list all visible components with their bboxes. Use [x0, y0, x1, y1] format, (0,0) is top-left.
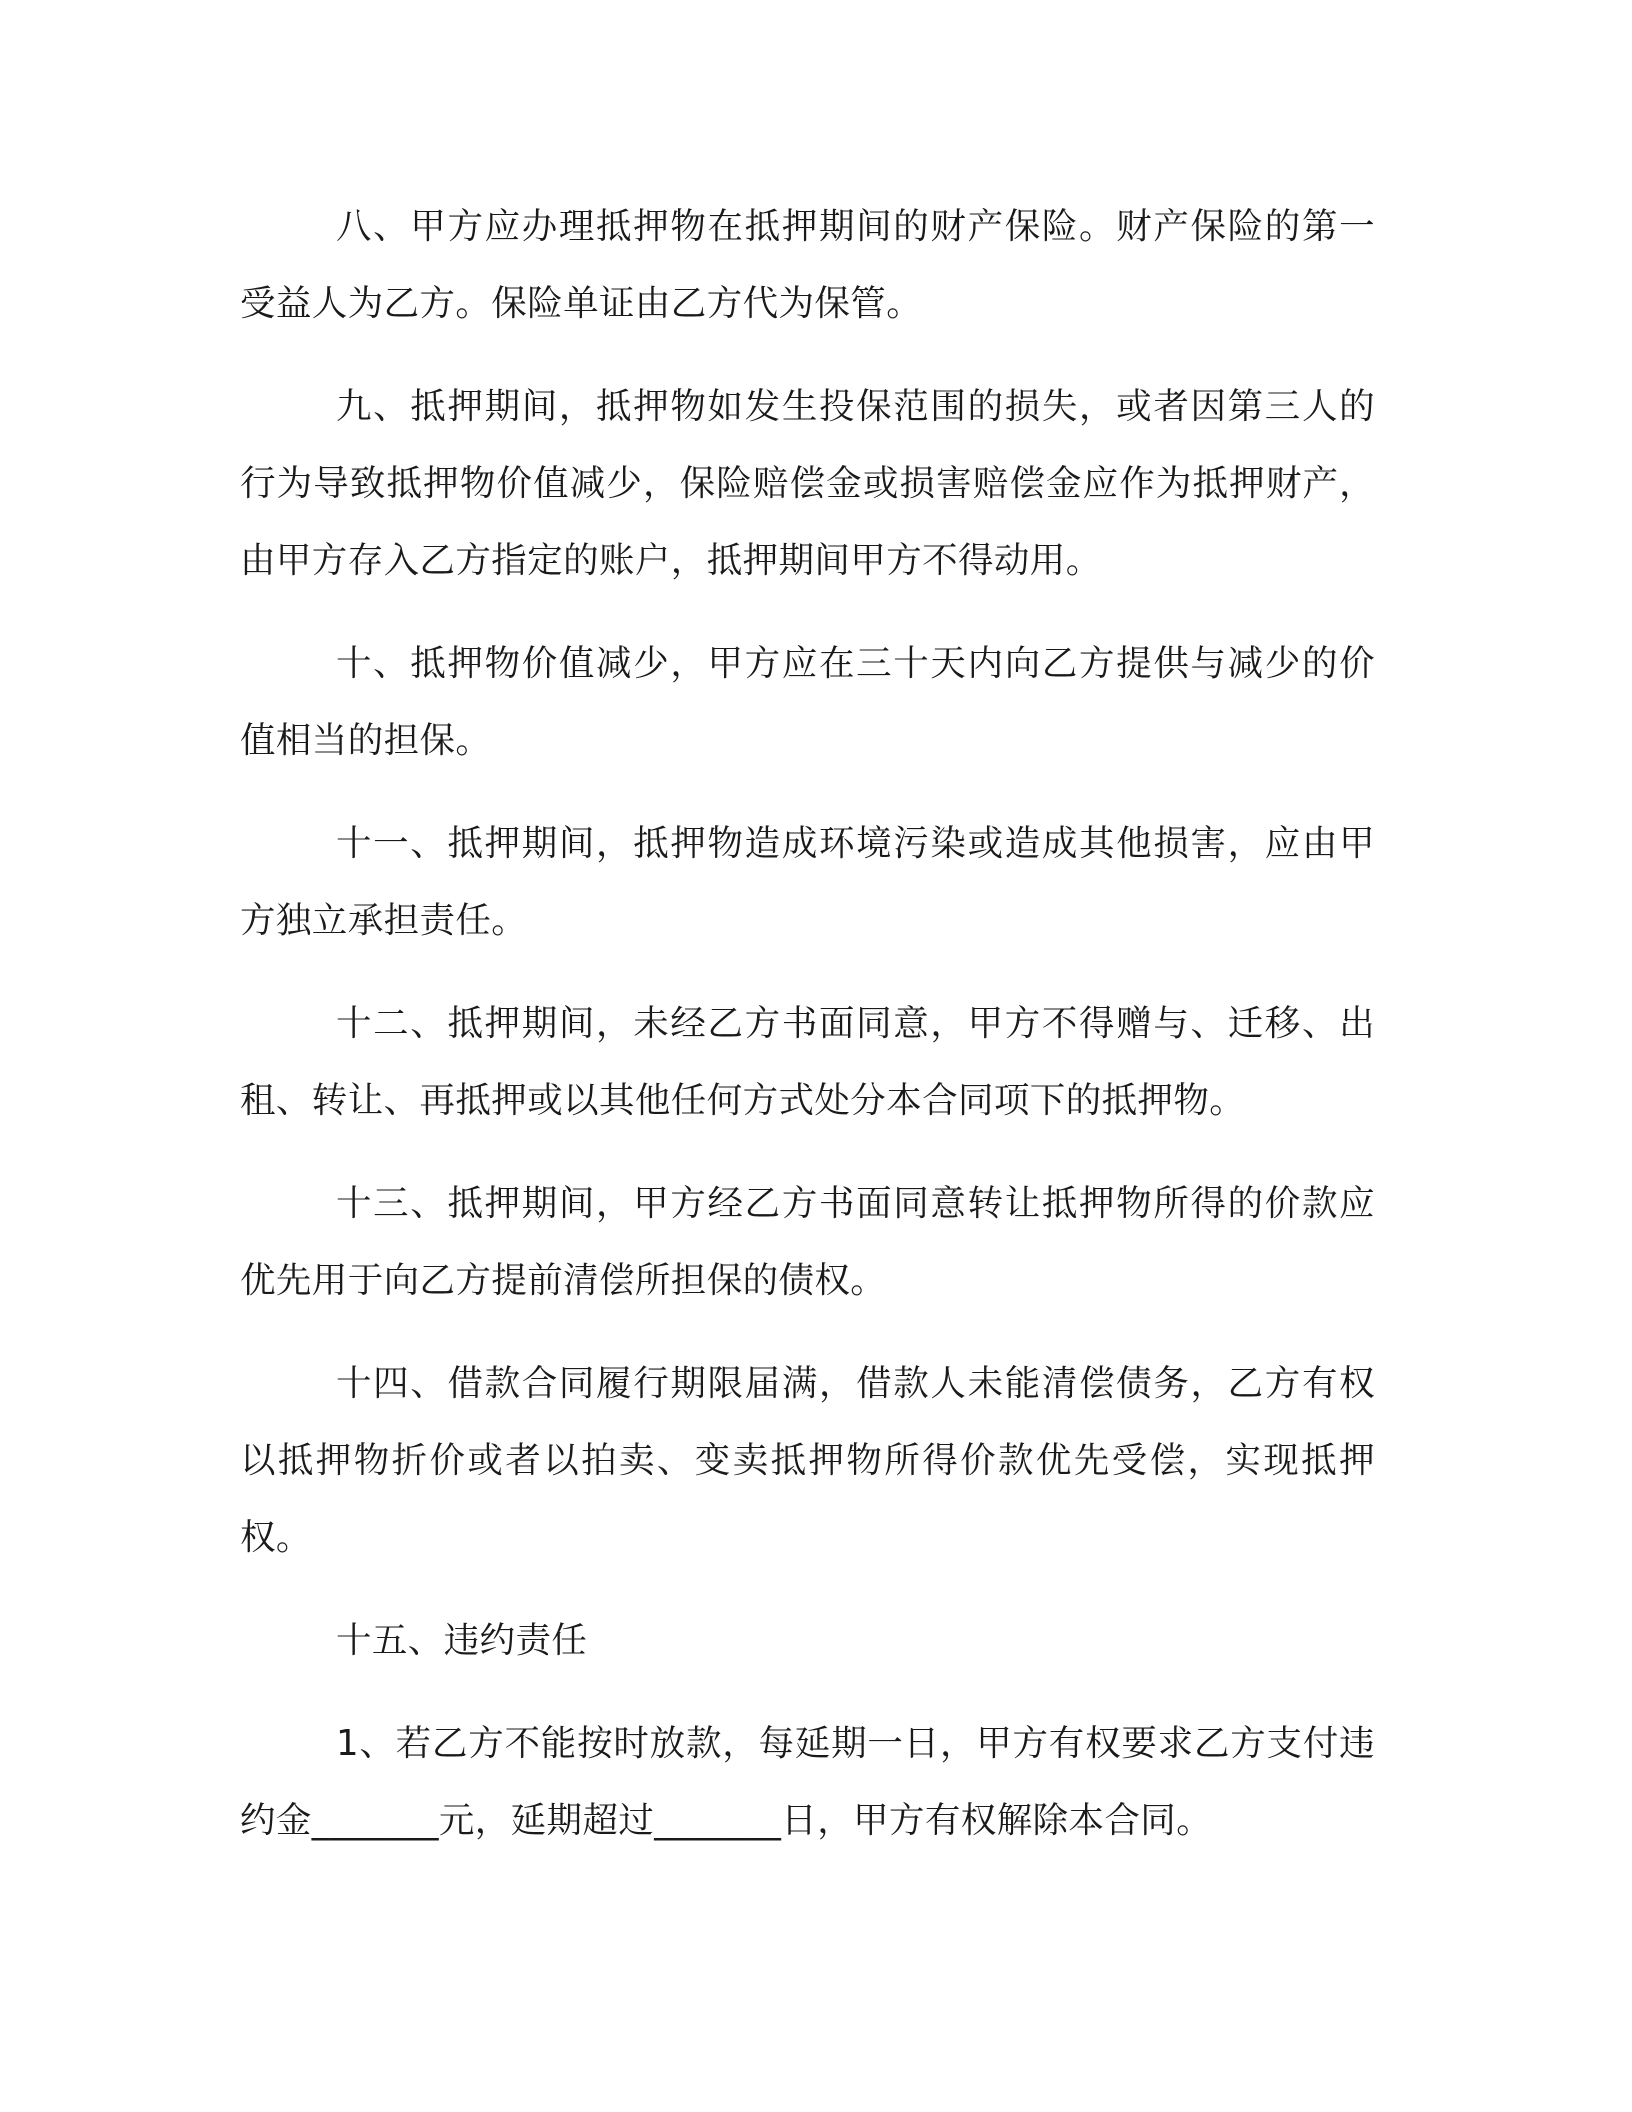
clause-9: [240, 368, 1375, 599]
clause-13-text: 十三、抵押期间，甲方经乙方书面同意转让抵押物所得的价款应优先用于向乙方提前清偿所担保的债权。: [240, 1183, 1375, 1301]
clause-11: [240, 805, 1375, 959]
clause-14-text: 十四、借款合同履行期限届满，借款人未能清偿债务，乙方有权以抵押物折价或者以拍卖、变卖抵押物所得价款优先受偿，实现抵押权。: [240, 1363, 1375, 1558]
clause-13: [240, 1165, 1375, 1319]
clause-10-text: 十、抵押物价值减少，甲方应在三十天内向乙方提供与减少的价值相当的担保。: [240, 643, 1375, 761]
clause-12-text: 十二、抵押期间，未经乙方书面同意，甲方不得赠与、迁移、出租、转让、再抵押或以其他任何方式处分本合同项下的抵押物。: [240, 1003, 1375, 1121]
clause-15-heading-text: 十五、违约责任: [336, 1620, 588, 1661]
document-body: [240, 188, 1375, 1885]
clause-9-text: 九、抵押期间，抵押物如发生投保范围的损失，或者因第三人的行为导致抵押物价值减少，保险赔偿金或损害赔偿金应作为抵押财产，由甲方存入乙方指定的账户，抵押期间甲方不得动用。: [240, 386, 1375, 581]
clause-8-text: 八、甲方应办理抵押物在抵押期间的财产保险。财产保险的第一受益人为乙方。保险单证由乙方代为保管。: [240, 206, 1375, 324]
clause-15-heading: [240, 1602, 1375, 1679]
clause-8: [240, 188, 1375, 342]
clause-15-item-1: [240, 1705, 1375, 1859]
clause-14: [240, 1345, 1375, 1576]
clause-12: [240, 985, 1375, 1139]
clause-11-text: 十一、抵押期间，抵押物造成环境污染或造成其他损害，应由甲方独立承担责任。: [240, 823, 1375, 941]
clause-15-item-1-text: 1、若乙方不能按时放款，每延期一日，甲方有权要求乙方支付违约金_______元，延期超过_______日，甲方有权解除本合同。: [240, 1723, 1375, 1841]
clause-10: [240, 625, 1375, 779]
